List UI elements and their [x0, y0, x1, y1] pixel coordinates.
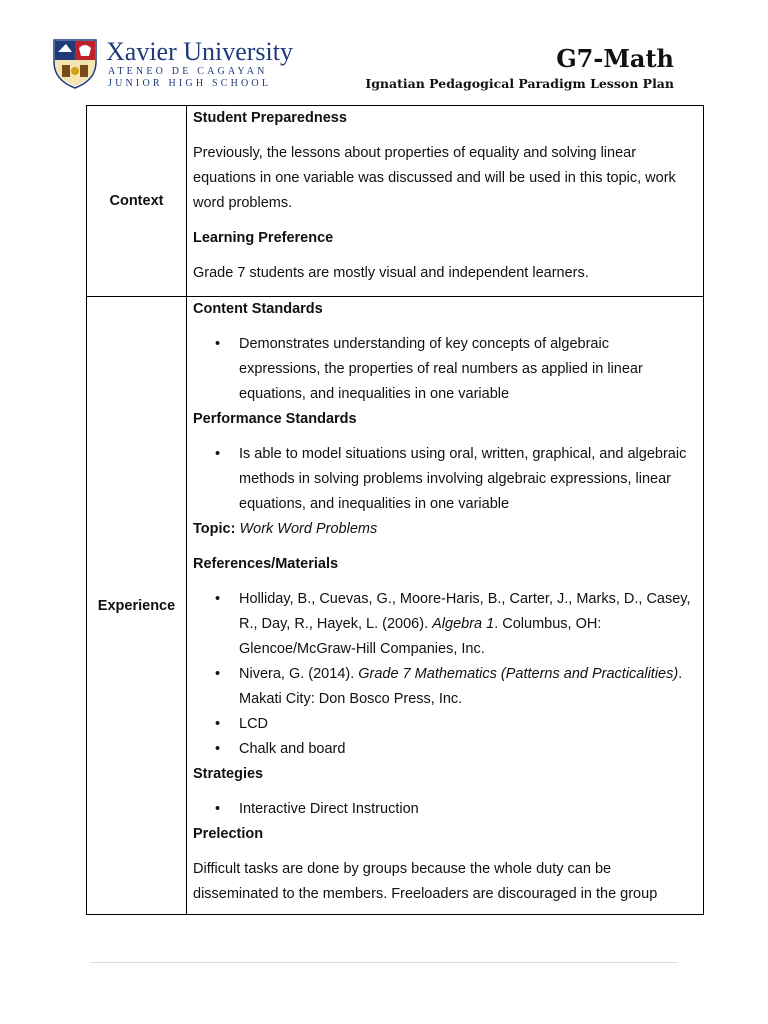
reference-item: • Chalk and board	[193, 737, 693, 762]
strategies-list	[193, 797, 693, 822]
learning-preference-text: Grade 7 students are mostly visual and independent learners.	[193, 265, 589, 281]
reference-item	[193, 662, 693, 712]
learning-preference-heading: Learning Preference	[193, 230, 334, 246]
reference-item: • LCD	[193, 712, 693, 737]
context-content	[193, 106, 693, 296]
reference-title: Grade 7 Mathematics (Patterns and Practicalities)	[358, 666, 679, 682]
reference-item	[193, 587, 693, 662]
performance-standards-list	[193, 442, 693, 517]
reference-title: Algebra 1	[432, 616, 495, 632]
references-list	[193, 587, 693, 762]
context-row	[87, 106, 703, 297]
content-standards-list	[193, 332, 693, 407]
experience-label: Experience	[87, 297, 187, 914]
experience-row	[87, 297, 703, 914]
reference-text: Nivera, G. (2014).	[239, 666, 359, 682]
university-name: Xavier University	[106, 37, 294, 66]
lesson-plan-table	[86, 105, 704, 915]
university-subtitle-school: ATENEO DE CAGAYAN	[108, 66, 268, 77]
document-subtitle: Ignatian Pedagogical Paradigm Lesson Plan	[365, 76, 674, 91]
list-item: • Interactive Direct Instruction	[193, 797, 693, 822]
prelection-text: Difficult tasks are done by groups because the whole duty can be disseminated to the members. Freeloaders are discouraged in the group	[193, 861, 658, 902]
context-label: Context	[87, 106, 187, 296]
strategies-heading: Strategies	[193, 766, 264, 782]
list-item: • Demonstrates understanding of key concepts of algebraic expressions, the properties of real numbers as applied in linear equations, and inequalities in one variable	[193, 332, 693, 407]
reference-text: Holliday, B., Cuevas, G., Moore-Haris, B., Carter, J., Marks, D., Casey, R., Day, R., Hayek, L. (2006).	[239, 591, 691, 632]
reference-text: . Columbus, OH: Glencoe/McGraw-Hill Companies, Inc.	[239, 616, 602, 657]
performance-standards-heading: Performance Standards	[193, 411, 357, 427]
footer-divider	[90, 962, 678, 963]
student-preparedness-heading: Student Preparedness	[193, 110, 347, 126]
content-standards-heading: Content Standards	[193, 301, 323, 317]
list-item: • Is able to model situations using oral, written, graphical, and algebraic methods in solving problems involving algebraic expressions, linear equations, and inequalities in one variable	[193, 442, 693, 517]
document-title: G7-Math	[556, 44, 674, 73]
xavier-shield-logo-icon	[52, 38, 98, 90]
experience-content	[193, 297, 693, 914]
topic-value: Work Word Problems	[239, 521, 378, 537]
topic-label: Topic:	[193, 521, 236, 537]
reference-text: . Makati City: Don Bosco Press, Inc.	[239, 666, 683, 707]
prelection-heading: Prelection	[193, 826, 264, 842]
student-preparedness-text: Previously, the lessons about properties of equality and solving linear equations in one variable was discussed and will be used in this topic, work word problems.	[193, 145, 676, 211]
references-heading: References/Materials	[193, 556, 339, 572]
university-subtitle-level: JUNIOR HIGH SCHOOL	[108, 78, 272, 89]
topic-line	[193, 517, 693, 542]
